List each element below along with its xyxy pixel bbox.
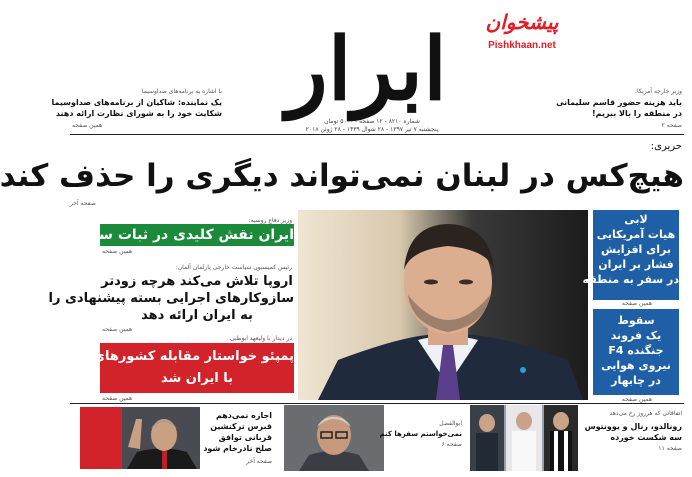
bottom1-line4: صلح نادرخام شود [203,444,272,453]
right-col-story2-page-ref: همین صفحه [621,396,653,403]
right-col-story2-line5: در چابهار [611,374,661,387]
bottom-rule [70,403,684,404]
left-col-story3-page-ref: همین صفحه [102,395,133,402]
pishkhan-watermark-en: Pishkhaan.net [488,40,556,51]
left-col-story2-page-ref: همین صفحه [102,326,133,333]
right-col-story2-line2: یک فروند [610,329,662,342]
left-story-kicker: با اشاره به برنامه‌های صداوسیما [141,88,222,95]
right-col-story2-line4: نیروی هوایی [601,359,671,372]
bottom2-page-ref: صفحه ۶ [441,441,462,448]
newspaper-logo: ابرار [286,19,447,120]
left-story-headline-1: یک نماینده: شاکیان از برنامه‌های صداوسیما [51,98,222,107]
bottom1-line3: قربانی توافق [218,433,272,442]
left-col-story3-line1: پمپئو خواستار مقابله کشورهای عربی [53,349,294,364]
right-story-kicker: وزیر خارجه آمریکا: [635,88,682,95]
left-col-story2-kicker: رئیس کمیسیون سیاست خارجی پارلمان آلمان: [175,264,292,271]
pishkhan-watermark-fa: پیشخوان [485,10,559,34]
left-col-story2-line1: اروپا تلاش می‌کند هرچه زودتر [101,274,293,289]
right-story-page-ref: صفحه ۲ [661,122,682,129]
left-col-story3-box [53,343,294,393]
date-line: پنجشنبه ۷ تیر ۱۳۹۷ - ۲۸ شوال ۱۴۳۹ - ۲۸ ژوئن ۲۰۱۸ [305,126,439,133]
right-col-story1-line2: هیات آمریکایی [596,228,676,241]
left-col-story3-line2: با ایران شد [160,371,234,386]
right-col-story1-line5: در سفر به منطقه [582,273,679,286]
right-col-story1-line3: برای افزایش [601,243,671,256]
right-story-headline-2: در منطقه را بالا ببریم! [592,109,682,118]
right-col-story2-line1: سقوط [617,314,655,327]
left-story-page-ref: همین صفحه [72,122,103,129]
bottom2-line1: نمی‌خواستم سفرها کنم [379,430,462,438]
bottom2-kicker: ابوالفضل [439,420,462,427]
portrait-illustration [298,210,588,400]
left-col-story1-page-ref: همین صفحه [102,248,133,255]
right-story-headline-1: باید هزینه حضور قاسم سلیمانی [556,98,682,107]
right-col-story1-page-ref: همین صفحه [621,300,653,307]
bottom1-line1: اجازه نمی‌دهم [215,411,272,420]
bottom1-page-ref: صفحه آخر [246,458,272,465]
left-col-story2-line3: به ایران ارائه دهد [141,308,253,323]
main-story-page-ref: صفحه آخر [70,200,96,207]
bottom-photo-3 [470,405,578,471]
left-col-story1-kicker: وزیر دفاع روسیه: [248,217,292,224]
main-story-headline: هیچ‌کس در لبنان نمی‌تواند دیگری را حذف کند [0,158,684,194]
main-photo [298,210,588,400]
left-col-story1-headline: ایران نقش کلیدی در ثبات سوریه دارد [100,224,294,246]
masthead-rule [70,134,684,135]
bottom-photo-1 [122,407,200,469]
issue-line: شماره ۸۲۱۰ - ۱۲ صفحه - ۵۰۰۰ تومان [324,118,420,125]
bottom-photo-1-flag [80,407,122,469]
main-story-kicker: حریری: [650,141,682,152]
bottom1-line2: قبرس ترکنشین [210,422,272,431]
right-col-story1-line4: فشار بر ایران [598,258,674,271]
left-col-story3-kicker: در دیدار با ولیعهد ابوظبی [229,335,292,342]
bottom3-line2: سه شکست خورده [610,433,682,442]
left-col-story2-line2: سازوکارهای اجرایی بسته پیشنهادی را [48,291,294,306]
left-story-headline-2: شکایت خود را به شورای نظارت ارائه دهند [55,109,222,118]
bottom-photo-2 [284,405,384,471]
right-col-story2-line3: جنگنده F4 [608,344,664,357]
right-col-story1-box [582,210,679,300]
bottom3-kicker: اتفاقاتی که هرروز رخ می‌دهد [609,410,682,417]
bottom3-line1: رونالدو، رنال و یوونتوس [584,422,682,431]
right-col-story1-line1: لابی [624,213,648,226]
bottom3-page-ref: صفحه ۱۱ [658,445,682,452]
right-col-story2-box [593,309,679,395]
